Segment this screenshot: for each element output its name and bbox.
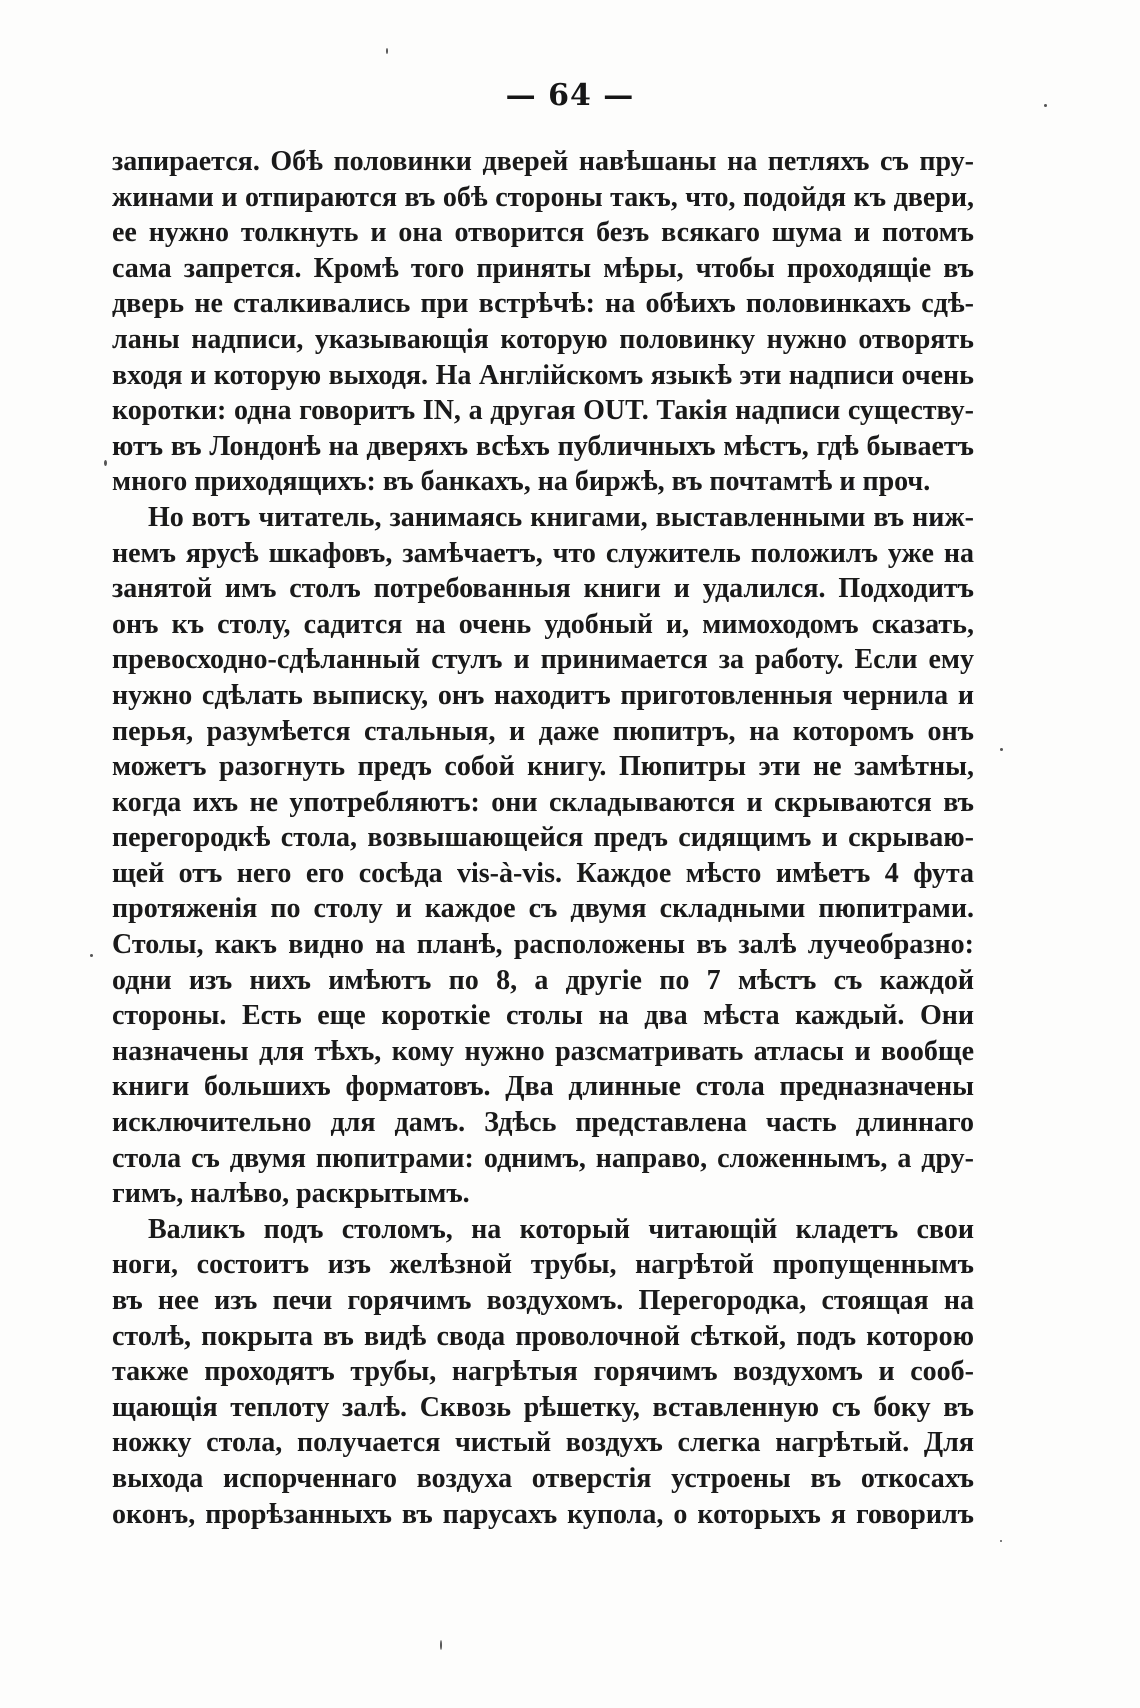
text-line: много приходящихъ: въ банкахъ, на биржѣ, въ почтамтѣ и проч. bbox=[112, 466, 931, 498]
text-line: исключительно для дамъ. Здѣсь представлена часть длиннаго bbox=[112, 1107, 974, 1139]
scan-speck bbox=[90, 954, 93, 957]
text-line: ее нужно толкнуть и она отворится безъ всякаго шума и потомъ bbox=[112, 217, 974, 249]
scan-speck bbox=[1044, 104, 1047, 107]
text-line: назначены для тѣхъ, кому нужно разсматривать атласы и вообще bbox=[112, 1035, 974, 1067]
text-line: также проходятъ трубы, нагрѣтыя горячимъ воздухомъ и сооб- bbox=[112, 1356, 974, 1388]
text-line: превосходно-сдѣланный стулъ и принимается за работу. Если ему bbox=[112, 644, 974, 676]
text-line: стороны. Есть еще короткіе столы на два мѣста каждый. Они bbox=[112, 1000, 974, 1032]
text-line: коротки: одна говоритъ IN, а другая OUT. Такія надписи существу- bbox=[112, 395, 974, 427]
text-line: одни изъ нихъ имѣютъ по 8, а другіе по 7 мѣстъ съ каждой bbox=[112, 964, 974, 996]
text-line: щающія теплоту залѣ. Сквозь рѣшетку, вставленную съ боку въ bbox=[112, 1391, 974, 1423]
text-line: запирается. Обѣ половинки дверей навѣшаны на петляхъ съ пру- bbox=[112, 146, 974, 177]
text-line: можетъ разогнуть предъ собой книгу. Пюпитры эти не замѣтны, bbox=[112, 751, 974, 783]
text-line: перья, разумѣется стальныя, и даже пюпитръ, на которомъ онъ bbox=[112, 715, 974, 747]
page-number: — 64 — bbox=[505, 78, 635, 113]
text-line: онъ къ столу, садится на очень удобный и, мимоходомъ сказать, bbox=[112, 608, 974, 640]
scan-speck bbox=[1000, 1540, 1002, 1542]
scan-speck bbox=[104, 460, 107, 466]
text-line: ножку стола, получается чистый воздухъ слегка нагрѣтый. Для bbox=[112, 1427, 974, 1459]
text-line: входя и которую выходя. На Англійскомъ языкѣ эти надписи очень bbox=[112, 359, 974, 391]
page-body-text bbox=[112, 144, 974, 1532]
scan-speck bbox=[440, 1640, 442, 1650]
text-line: нужно сдѣлать выписку, онъ находитъ приготовленныя чернила и bbox=[112, 679, 974, 711]
text-line: въ нее изъ печи горячимъ воздухомъ. Перегородка, стоящая на bbox=[112, 1285, 974, 1316]
text-line: столѣ, покрыта въ видѣ свода проволочной сѣткой, подъ которою bbox=[112, 1320, 974, 1352]
text-line: дверь не сталкивались при встрѣчѣ: на обѣихъ половинкахъ сдѣ- bbox=[112, 288, 974, 320]
text-line: Но вотъ читатель, занимаясь книгами, выставленными въ ниж- bbox=[148, 501, 974, 533]
text-line: оконъ, прорѣзанныхъ въ парусахъ купола, о которыхъ я говорилъ bbox=[112, 1498, 974, 1530]
text-line: Валикъ подъ столомъ, на который читающій кладетъ свои bbox=[148, 1213, 974, 1245]
text-line: Столы, какъ видно на планѣ, расположены въ залѣ лучеобразно: bbox=[112, 929, 974, 961]
text-line: ноги, состоитъ изъ желѣзной трубы, нагрѣтой пропущеннымъ bbox=[112, 1249, 974, 1281]
text-line: занятой имъ столъ потребованныя книги и удалился. Подходитъ bbox=[112, 573, 974, 605]
scan-speck bbox=[1000, 748, 1003, 751]
text-line: немъ ярусѣ шкафовъ, замѣчаетъ, что служитель положилъ уже на bbox=[112, 537, 974, 569]
text-line: ланы надписи, указывающія которую половинку нужно отворять bbox=[112, 323, 974, 355]
text-line: протяженія по столу и каждое съ двумя складными пюпитрами. bbox=[112, 893, 974, 925]
text-line: ютъ въ Лондонѣ на дверяхъ всѣхъ публичныхъ мѣстъ, гдѣ бываетъ bbox=[112, 430, 974, 462]
text-line: сама запрется. Кромѣ того приняты мѣры, чтобы проходящіе въ bbox=[112, 252, 974, 284]
text-line: книги большихъ форматовъ. Два длинные стола предназначены bbox=[112, 1071, 974, 1103]
text-line: стола съ двумя пюпитрами: однимъ, направо, сложеннымъ, а дру- bbox=[112, 1142, 974, 1174]
text-line: выхода испорченнаго воздуха отверстія устроены въ откосахъ bbox=[112, 1462, 974, 1494]
text-line: щей отъ него его сосѣда vis-à-vis. Каждое мѣсто имѣетъ 4 фута bbox=[112, 857, 974, 889]
text-line: гимъ, налѣво, раскрытымъ. bbox=[112, 1178, 470, 1210]
text-line: жинами и отпираются въ обѣ стороны такъ, что, подойдя къ двери, bbox=[112, 181, 974, 213]
scan-speck bbox=[386, 48, 388, 54]
text-line: перегородкѣ стола, возвышающейся предъ сидящимъ и скрываю- bbox=[112, 822, 974, 854]
text-line: когда ихъ не употребляютъ: они складываются и скрываются въ bbox=[112, 786, 974, 818]
